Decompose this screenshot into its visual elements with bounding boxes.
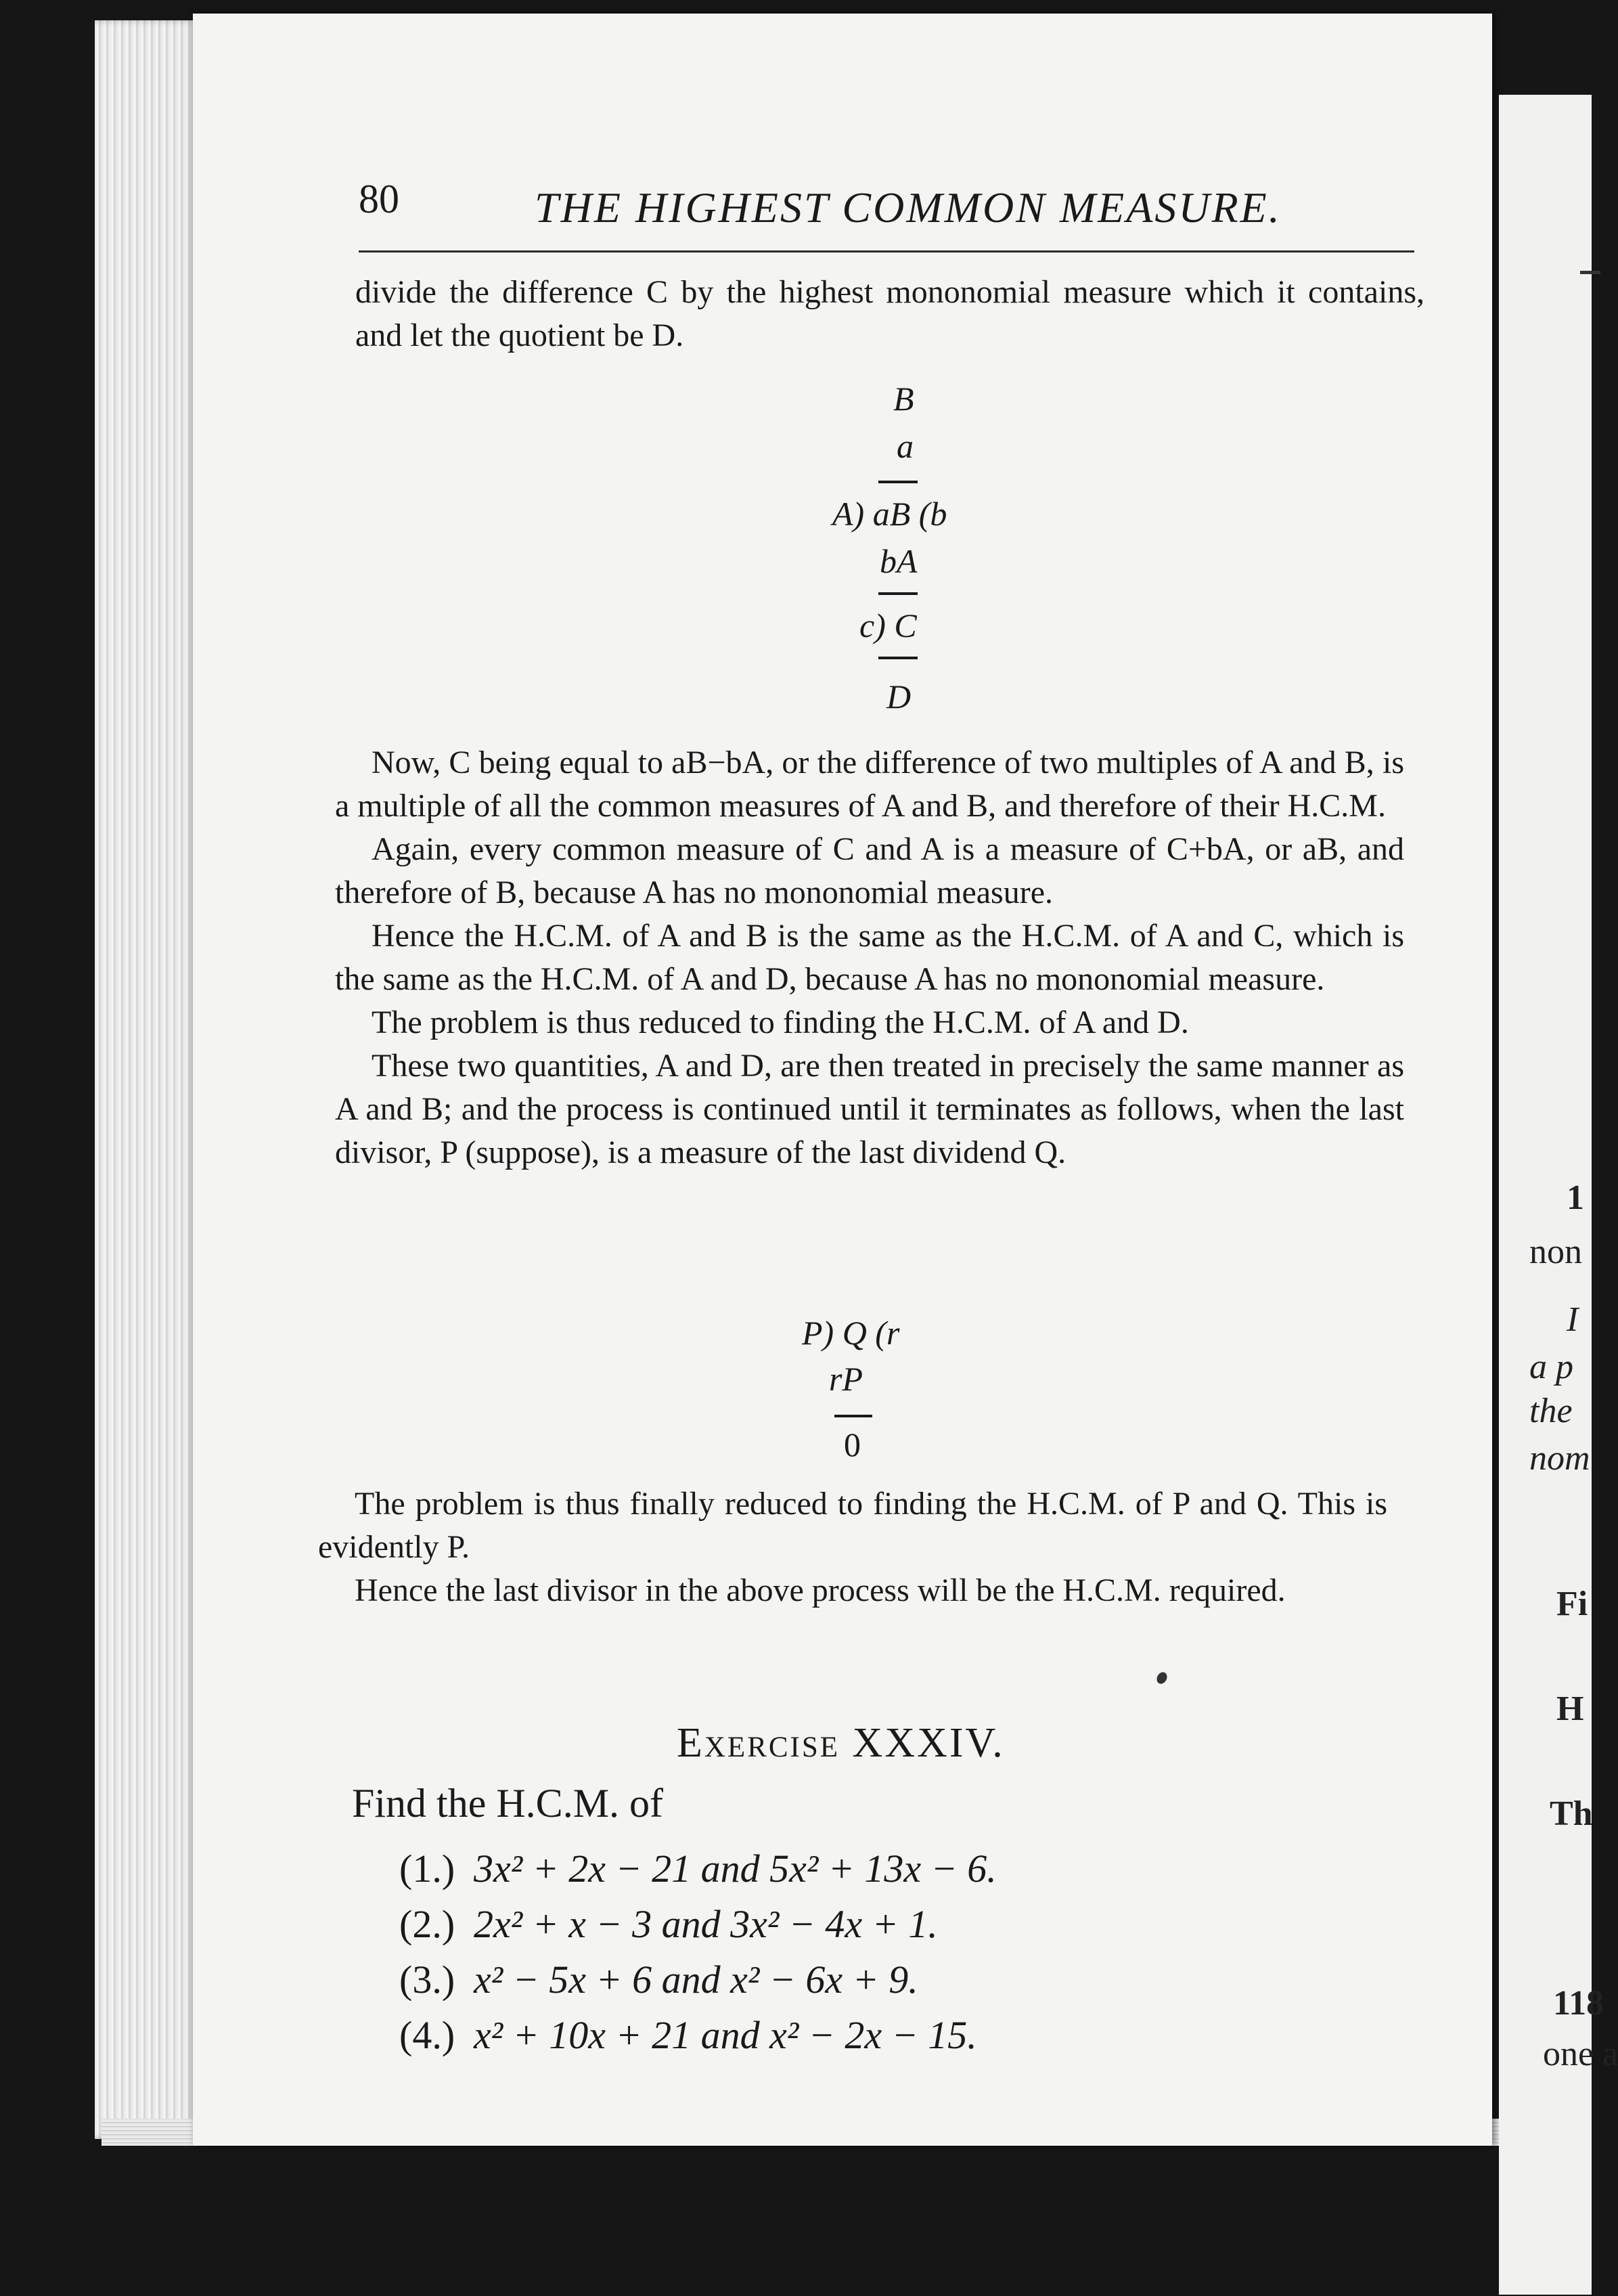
exercise-item <box>399 2008 997 2063</box>
next-page-text: I <box>1567 1300 1579 1339</box>
next-page-text: non <box>1529 1233 1582 1271</box>
exercise-number: (3.) <box>399 1958 455 2002</box>
next-page-text: Fi <box>1556 1585 1588 1623</box>
next-page-text: one a <box>1543 2035 1618 2073</box>
paragraph: Again, every common measure of C and A is a measure of C+bA, or aB, and therefore of B, because A has no mononomial measure. <box>335 831 1404 910</box>
divisor-line: P) Q (r <box>802 1314 900 1352</box>
subtract-line: rP <box>829 1360 863 1398</box>
subtract-line: bA <box>880 542 918 580</box>
exercise-number: (1.) <box>399 1847 455 1891</box>
rule <box>878 481 918 483</box>
next-page-text: 118 <box>1553 1984 1604 2023</box>
body-text <box>335 741 1404 1174</box>
next-page-text: a p <box>1529 1348 1573 1386</box>
running-header <box>359 176 1414 252</box>
rule <box>878 657 918 659</box>
next-page-fragment <box>1499 95 1618 2295</box>
exercise-number: (2.) <box>399 1902 455 1946</box>
paragraph: These two quantities, A and D, are then treated in precisely the same manner as A and B; and the process is continued until it terminates as follows, when the last divisor, P (suppose), is a measure of the last dividend Q. <box>335 1048 1404 1170</box>
next-page-text: nom <box>1529 1439 1590 1478</box>
paragraph: Hence the H.C.M. of A and B is the same as the H.C.M. of A and C, which is the same as the H.C.M. of A and D, because A has no mononomial measure. <box>335 918 1404 997</box>
rule <box>834 1415 872 1417</box>
paragraph: Now, C being equal to aB−bA, or the difference of two multiples of A and B, is a multiple of all the common measures of A and B, and therefore of their H.C.M. <box>335 745 1404 824</box>
multiplier-a: a <box>897 427 914 465</box>
next-page-text: Th <box>1550 1794 1593 1833</box>
division-schematic-2 <box>802 1313 951 1463</box>
exercise-item <box>399 1952 997 2008</box>
remainder-zero: 0 <box>844 1426 861 1463</box>
next-page-text: the <box>1529 1392 1573 1430</box>
divisor-line: A) aB (b <box>832 495 947 533</box>
exercise-expression: x² + 10x + 21 and x² − 2x − 15. <box>474 2013 977 2057</box>
exercise-number: (4.) <box>399 2013 455 2057</box>
page-number: 80 <box>359 177 399 221</box>
intro-text <box>355 271 1424 357</box>
running-title: THE HIGHEST COMMON MEASURE. <box>535 183 1282 231</box>
intro-paragraph: divide the difference C by the highest mononomial measure which it contains, and let the quotient be D. <box>355 274 1424 353</box>
exercise-expression: x² − 5x + 6 and x² − 6x + 9. <box>474 1958 918 2002</box>
exercise-heading: Exercise XXXIV. <box>677 1720 1005 1766</box>
page-edges-left <box>95 20 196 2139</box>
exercise-item <box>399 1897 997 1952</box>
next-page-text: H <box>1556 1690 1584 1728</box>
exercise-instruction: Find the H.C.M. of <box>352 1781 664 1826</box>
paragraph: The problem is thus reduced to finding the H.C.M. of A and D. <box>372 1005 1189 1040</box>
rule-mark <box>1580 271 1600 274</box>
exercise-expression: 2x² + x − 3 and 3x² − 4x + 1. <box>474 1902 938 1946</box>
exercise-list <box>399 1841 997 2063</box>
quotient-B: B <box>893 380 914 418</box>
remainder-line: c) C <box>859 606 917 644</box>
paragraph: Hence the last divisor in the above process will be the H.C.M. required. <box>355 1572 1286 1608</box>
paragraph: The problem is thus finally reduced to finding the H.C.M. of P and Q. This is evidently P. <box>318 1486 1387 1565</box>
next-page-text: 1 <box>1567 1178 1584 1217</box>
closing-text <box>318 1482 1387 1612</box>
division-schematic-1 <box>832 379 981 731</box>
rule <box>878 592 918 595</box>
result-D: D <box>886 678 912 715</box>
exercise-item <box>399 1841 997 1897</box>
exercise-expression: 3x² + 2x − 21 and 5x² + 13x − 6. <box>474 1847 997 1891</box>
